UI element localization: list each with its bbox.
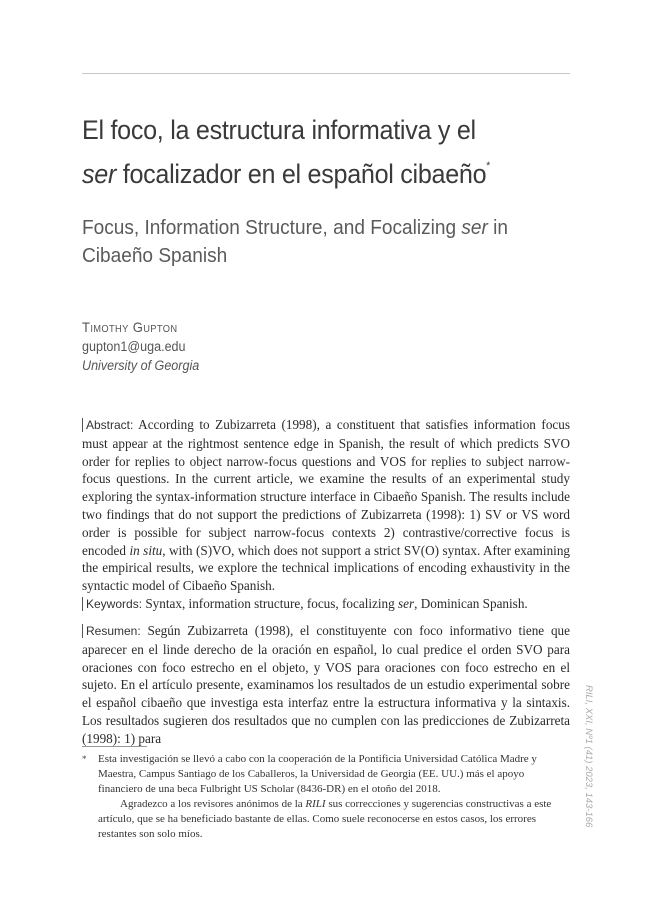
author-block — [82, 318, 199, 375]
keywords-label: Keywords: — [82, 597, 142, 611]
keywords-text-a: Syntax, information structure, focus, focalizing — [142, 595, 399, 611]
abstract-text-a: According to Zubizarreta (1998), a constituent that satisfies information focus must appear at the rightmost sentence edge in Spanish, the result of which predicts SVO order for replies to object narrow-focus questions and VOS for replies to subject narrow-focus questions. In the current article, we examine the results of an experimental study exploring the syntax-information structure interface in Cibaeño Spanish. The results include two findings that do not support the predictions of Zubizarreta (1998): 1) SV or VS word order is possible for subject narrow-focus contexts 2) contrastive/corrective focus is encoded — [82, 417, 570, 558]
author-email[interactable]: gupton1@uga.edu — [82, 339, 186, 354]
subtitle-pre: Focus, Information Structure, and Focalizing — [82, 216, 462, 239]
keywords-line — [82, 595, 570, 614]
author-name: Timothy Gupton — [82, 319, 178, 335]
journal-citation-side: RILI, XXI, Nº1 (41) 2023, 143-166 — [583, 685, 594, 828]
article-subtitle — [82, 214, 547, 270]
footnote-paragraph-2 — [98, 797, 570, 842]
title-line-2: focalizador en el español cibaeño — [116, 159, 487, 189]
author-affiliation: University of Georgia — [82, 358, 200, 373]
subtitle-italic-ser: ser — [461, 216, 488, 239]
abstract-text-b: , with (S)VO, which does not support a strict SV(O) syntax. After examining the empirical results, we explore the technical implications of encoding exhaustivity in the syntactic model of Cibaeño Spanish. — [82, 542, 571, 594]
footnote-paragraph-1: Esta investigación se llevó a cabo con la cooperación de la Pontificia Universidad Católica Madre y Maestra, Campus Santiago de los Caballeros, la Universidad de Georgia (EE. UU.) más el apoyo financiero de una beca Fulbright US Scholar (8436-DR) en el otoño del 2018. — [98, 753, 537, 795]
abstract-italic: in situ — [129, 542, 163, 558]
keywords-text-b: , Dominican Spanish. — [414, 595, 528, 611]
subtitle-post: in Cibaeño Spanish — [82, 216, 508, 267]
footnote-p2-b: sus correcciones y sugerencias constructivas a este artículo, que se ha beneficiado bastante de ellas. Como suele reconocerse en estos casos, los errores restantes son solo míos. — [98, 798, 552, 840]
footnote-p2-italic: RILI — [305, 798, 326, 810]
keywords-italic: ser — [398, 595, 415, 611]
header-rule — [82, 73, 570, 74]
resumen-section — [82, 622, 570, 748]
resumen-text: Según Zubizarreta (1998), el constituyente con foco informativo tiene que aparecer en el linde derecho de la oración en español, lo cual predice el orden SVO para oraciones con foco estrecho en el objeto, y VOS para oraciones con foco estrecho en el sujeto. En el artículo presente, examinamos los resultados de un estudio experimental sobre el español cibaeño que investiga esta interfaz entre la estructura informativa y la sintaxis. Los resultados sugieren dos resultados que no cumplen con las predicciones de Zubizarreta (1998): 1) para — [82, 623, 570, 746]
article-title — [82, 112, 547, 192]
title-italic-ser: ser — [82, 159, 117, 189]
footnote-rule — [82, 746, 147, 747]
abstract-section — [82, 416, 570, 614]
footnote-mark: * — [82, 754, 87, 764]
abstract-label: Abstract: — [82, 418, 133, 432]
title-line-1: El foco, la estructura informativa y el — [82, 115, 476, 145]
footnote-p2-a: Agradezco a los revisores anónimos de la — [120, 798, 306, 810]
title-footnote-mark: * — [486, 160, 490, 172]
resumen-label: Resumen: — [82, 624, 141, 638]
